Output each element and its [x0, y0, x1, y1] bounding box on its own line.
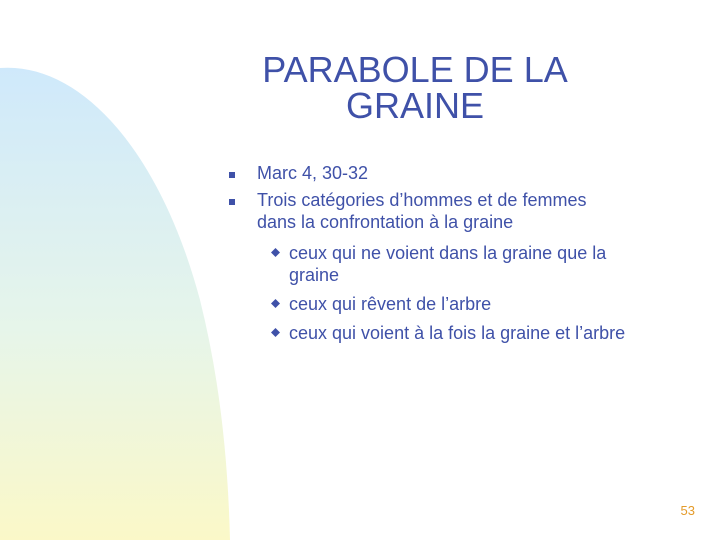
list-item-2-line-1: Trois catégories d’hommes et de femmes [257, 190, 587, 210]
square-bullet-icon [229, 172, 235, 178]
square-bullet-icon [229, 199, 235, 205]
diamond-bullet-icon [271, 248, 280, 257]
list-item-2-line-2: dans la confrontation à la graine [257, 212, 514, 232]
list-item-1: Marc 4, 30-32 [257, 163, 369, 183]
sub-item-1-line-1: ceux qui ne voient dans la graine que la [289, 243, 607, 263]
diamond-bullet-icon [271, 299, 280, 308]
title-line-1: PARABOLE DE LA [262, 49, 568, 90]
sub-item-1-line-2: graine [289, 265, 340, 285]
title-line-2: GRAINE [345, 85, 485, 126]
sub-item-3: ceux qui voient à la fois la graine et l’arbre [289, 323, 626, 343]
sub-item-2: ceux qui rêvent de l’arbre [289, 294, 492, 314]
diamond-bullet-icon [271, 328, 280, 337]
page-number: 53 [680, 503, 695, 518]
